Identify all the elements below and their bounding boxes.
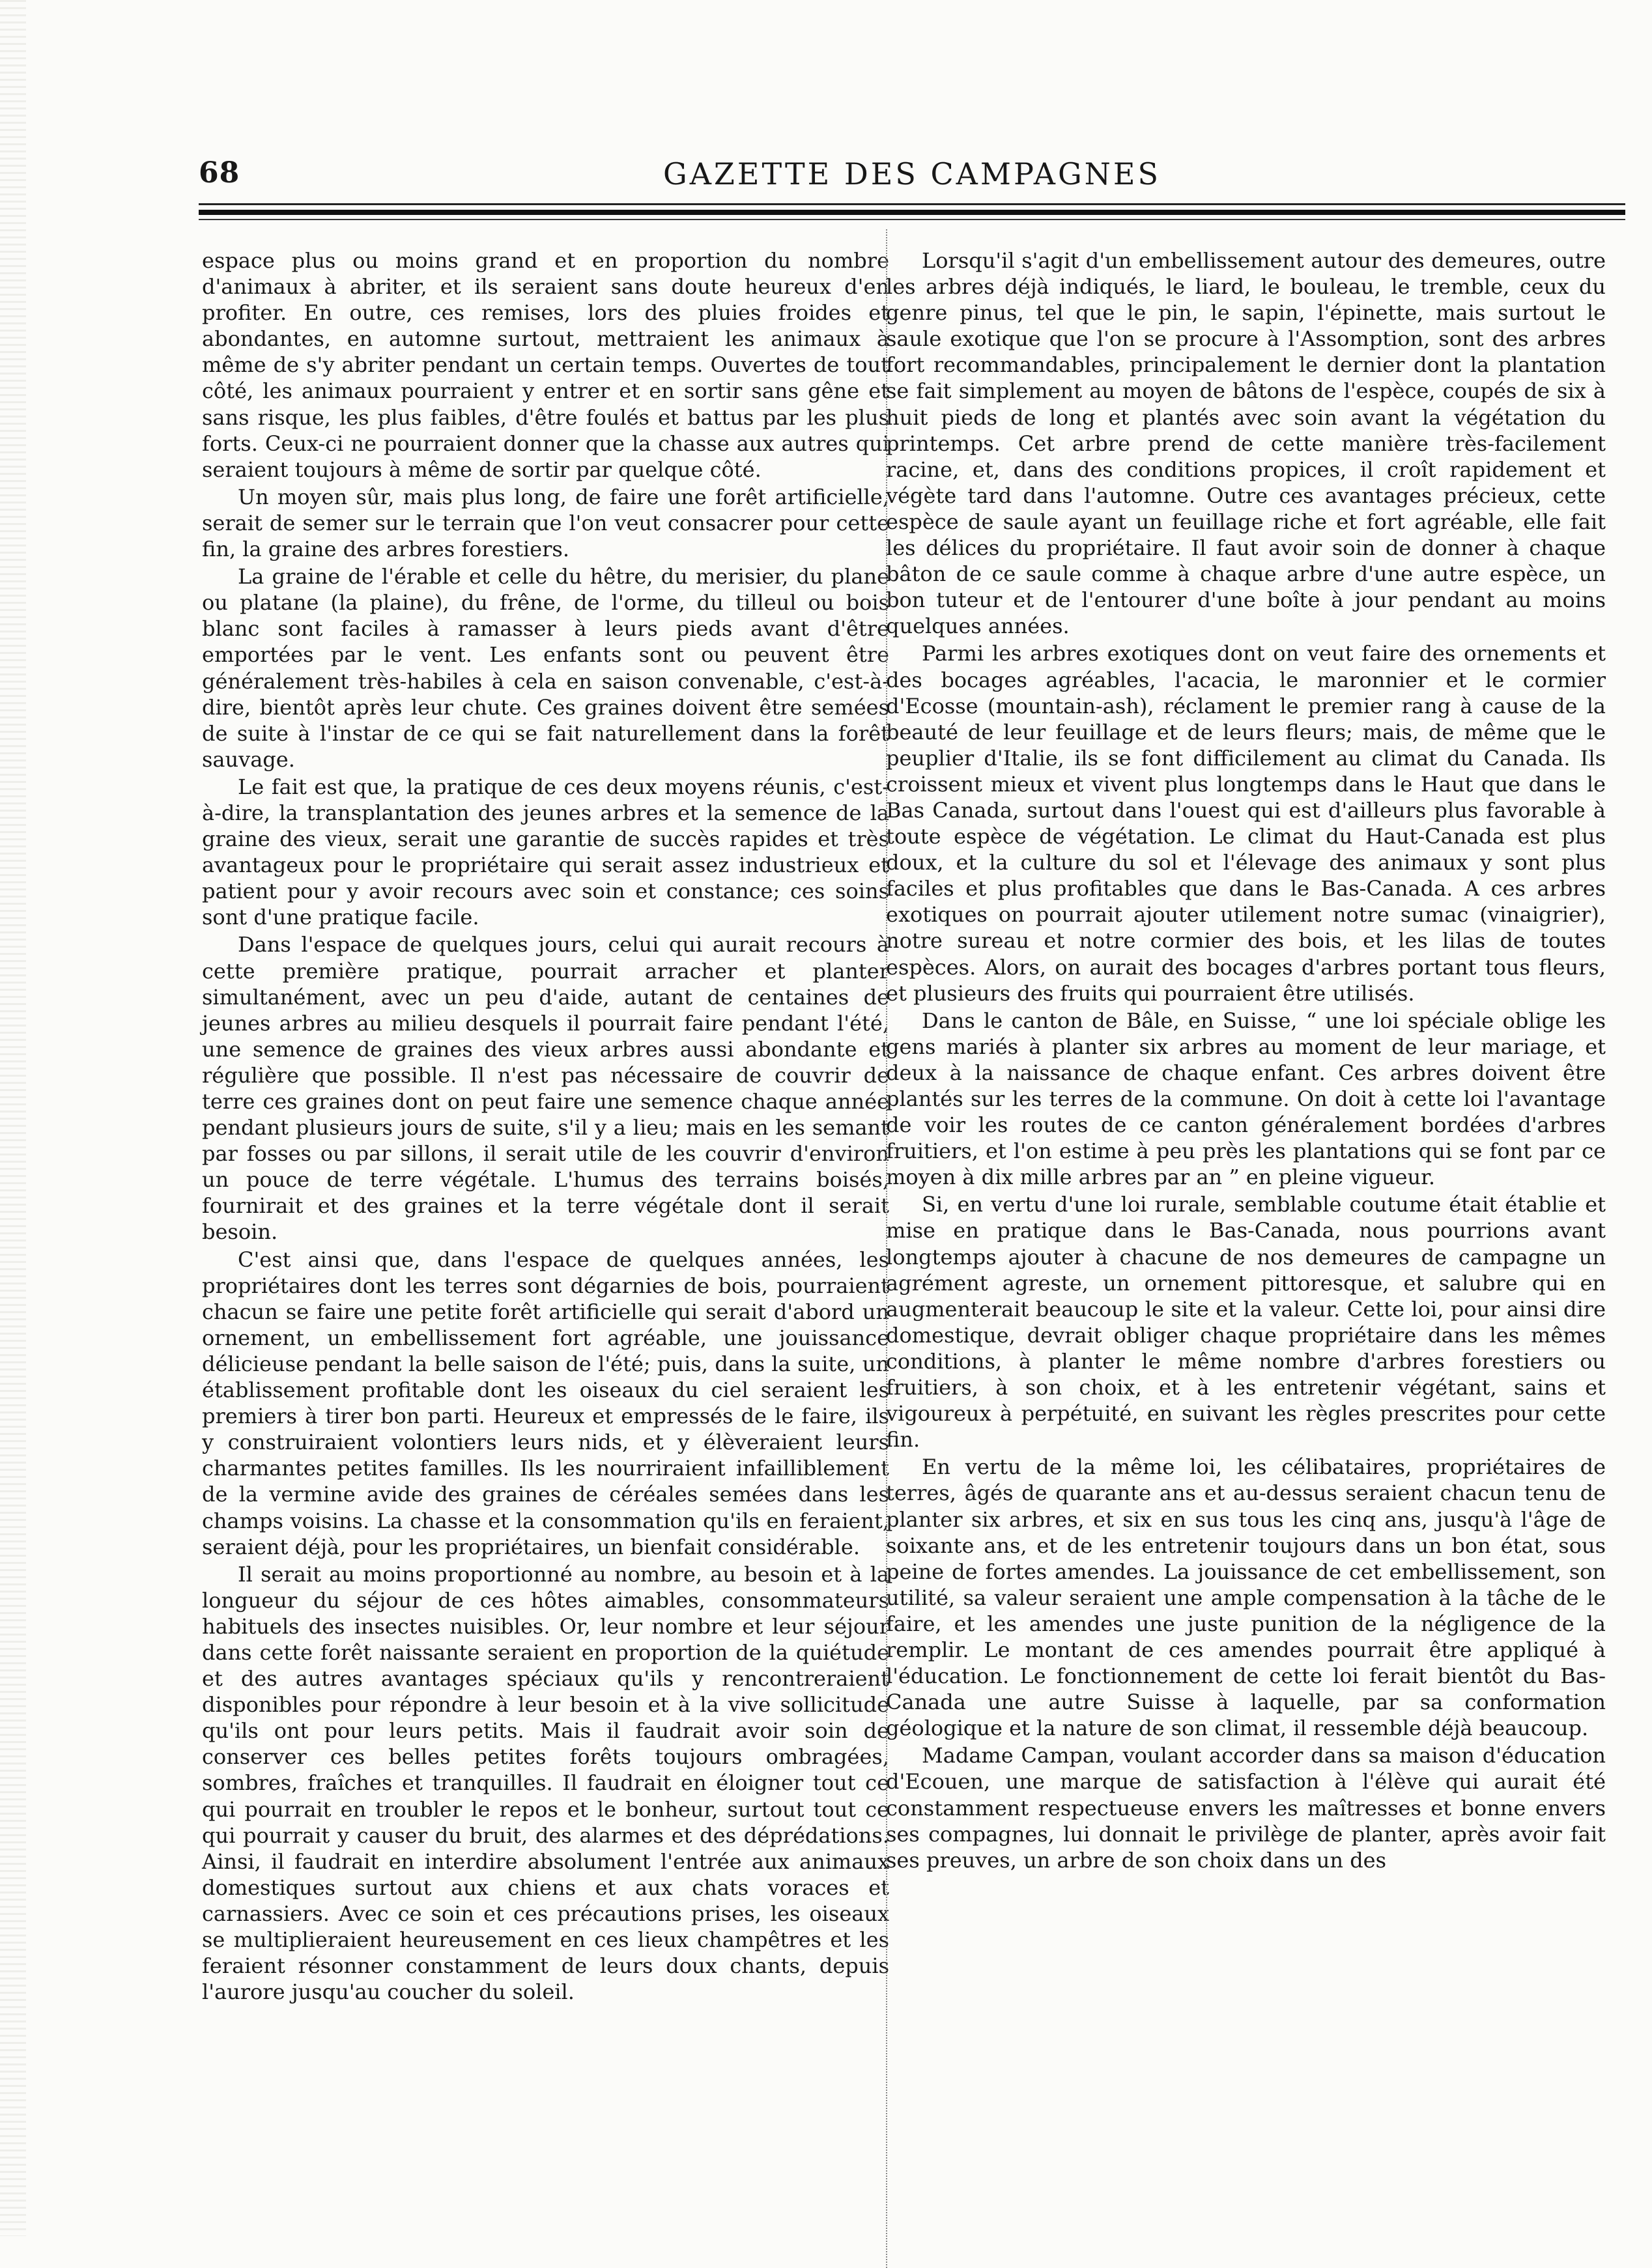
scan-edge-noise — [0, 0, 26, 2236]
paragraph: Lorsqu'il s'agit d'un embellissement autour des demeures, outre les arbres déjà indiqués, le liard, le bouleau, le tremble, ceux du genre pinus, tel que le pin, le sapin, l'épinette, mais surtout le saule exotique que l'on se procure à l'Assomption, sont des arbres fort recommandables, principalement le dernier dont la plantation se fait simplement au moyen de bâtons de l'espèce, coupés de six à huit pieds de long et plantés avec soin avant la végétation du printemps. Cet arbre prend de cette manière très-facilement racine, et, dans des conditions propices, il croît rapidement et végète tard dans l'automne. Outre ces avantages précieux, cette espèce de saule ayant un feuillage riche et fort agréable, elle fait les délices du propriétaire. Il faut avoir soin de donner à chaque bâton de ce saule comme à chaque arbre d'une autre espèce, un bon tuteur et de l'entourer d'une boîte à jour pendant au moins quelques années. — [886, 248, 1606, 639]
paragraph: Dans l'espace de quelques jours, celui qui aurait recours à cette première pratique, pourrait arracher et planter simultanément, avec un peu d'aide, autant de centaines de jeunes arbres au milieu desquels il pourrait faire pendant l'été, une semence de graines des vieux arbres aussi abondante et régulière que possible. Il n'est pas nécessaire de couvrir de terre ces graines dont on peut faire une semence chaque année pendant plusieurs jours de suite, s'il y a lieu; mais en les semant par fosses ou par sillons, il serait utile de les couvrir d'environ un pouce de terre végétale. L'humus des terrains boisés, fournirait et des graines et la terre végétale dont il serait besoin. — [202, 932, 889, 1245]
paragraph: Madame Campan, voulant accorder dans sa maison d'éducation d'Ecouen, une marque de satisfaction à l'élève qui aurait été constamment respectueuse envers les maîtresses et bonne envers ses compagnes, lui donnait le privilège de planter, après avoir fait ses preuves, un arbre de son choix dans un des — [886, 1743, 1606, 1873]
paragraph: Le fait est que, la pratique de ces deux moyens réunis, c'est-à-dire, la transplantation des jeunes arbres et la semence de la graine des vieux, serait une garantie de succès rapides et très avantageux pour le propriétaire qui serait assez industrieux et patient pour y avoir recours avec soin et constance; ces soins sont d'une pratique facile. — [202, 774, 889, 930]
header-rule-top — [199, 203, 1625, 205]
header-rule-bottom — [199, 219, 1625, 220]
paragraph: C'est ainsi que, dans l'espace de quelques années, les propriétaires dont les terres sont dégarnies de bois, pourraient chacun se faire une petite forêt artificielle qui serait d'abord un ornement, un embellissement fort agréable, une jouissance délicieuse pendant la belle saison de l'été; puis, dans la suite, un établissement profitable dont les oiseaux du ciel seraient les premiers à tirer bon parti. Heureux et empressés de le faire, ils y construiraient volontiers leurs nids, et y élèveraient leurs charmantes petites familles. Ils les nourriraient infailliblement de la vermine avide des graines de céréales semées dans les champs voisins. La chasse et la consommation qu'ils en feraient, seraient déjà, pour les propriétaires, un bienfait considérable. — [202, 1247, 889, 1559]
paragraph: Il serait au moins proportionné au nombre, au besoin et à la longueur du séjour de ces hôtes aimables, consommateurs habituels des insectes nuisibles. Or, leur nombre et leur séjour dans cette forêt naissante seraient en proportion de la quiétude et des autres avantages spéciaux qu'ils y rencontreraient disponibles pour répondre à leur besoin et à la vive sollicitude qu'ils ont pour leurs petits. Mais il faudrait avoir soin de conserver ces belles petites forêts toujours ombragées, sombres, fraîches et tranquilles. Il faudrait en éloigner tout ce qui pourrait en troubler le repos et le bonheur, surtout tout ce qui pourrait y causer du bruit, des alarmes et des déprédations. Ainsi, il faudrait en interdire absolument l'entrée aux animaux domestiques surtout aux chiens et aux chats voraces et carnassiers. Avec ce soin et ces précautions prises, les oiseaux se multiplieraient heureusement en ces lieux champêtres et les feraient résonner constamment de leurs doux chants, depuis l'aurore jusqu'au coucher du soleil. — [202, 1561, 889, 2005]
header-rule-thick — [199, 210, 1625, 215]
right-column — [886, 248, 1606, 1873]
page-number: 68 — [199, 156, 240, 190]
page-title: GAZETTE DES CAMPAGNES — [662, 156, 1161, 191]
paragraph: espace plus ou moins grand et en proportion du nombre d'animaux à abriter, et ils seraient sans doute heureux d'en profiter. En outre, ces remises, lors des pluies froides et abondantes, en automne surtout, mettraient les animaux à même de s'y abriter pendant un certain temps. Ouvertes de tout côté, les animaux pourraient y entrer et en sortir sans gêne et sans risque, les plus faibles, d'être foulés et battus par les plus forts. Ceux-ci ne pourraient donner que la chasse aux autres qui seraient toujours à même de sortir par quelque côté. — [202, 248, 889, 482]
paragraph: En vertu de la même loi, les célibataires, propriétaires de terres, âgés de quarante ans et au-dessus seraient chacun tenu de planter six arbres, et six en sus tous les cinq ans, jusqu'à l'âge de soixante ans, et de les entretenir toujours dans un bon état, sous peine de fortes amendes. La jouissance de cet embellissement, son utilité, sa valeur seraient une ample compensation à la tâche de le faire, et les amendes une juste punition de la négligence de la remplir. Le montant de ces amendes pourrait être appliqué à l'éducation. Le fonctionnement de cette loi ferait bientôt du Bas-Canada une autre Suisse à laquelle, par sa conformation géologique et la nature de son climat, il ressemble déjà beaucoup. — [886, 1454, 1606, 1741]
paragraph: Si, en vertu d'une loi rurale, semblable coutume était établie et mise en pratique dans le Bas-Canada, nous pourrions avant longtemps ajouter à chacune de nos demeures de campagne un agrément agreste, un ornement pittoresque, et salubre qui en augmenterait beaucoup le site et la valeur. Cette loi, pour ainsi dire domestique, devrait obliger chaque propriétaire dans les mêmes conditions, à planter le même nombre d'arbres forestiers ou fruitiers, à son choix, et à les entretenir végétant, sains et vigoureux à perpétuité, en suivant les règles prescrites pour cette fin. — [886, 1192, 1606, 1453]
paragraph: Parmi les arbres exotiques dont on veut faire des ornements et des bocages agréables, l'acacia, le maronnier et le cormier d'Ecosse (mountain-ash), réclament le premier rang à cause de la beauté de leur feuillage et de leurs fleurs; mais, de même que le peuplier d'Italie, ils se font difficilement au climat du Canada. Ils croissent mieux et vivent plus longtemps dans le Haut que dans le Bas Canada, surtout dans l'ouest qui est d'ailleurs plus favorable à toute espèce de végétation. Le climat du Haut-Canada est plus doux, et la culture du sol et l'élevage des animaux y sont plus faciles et plus profitables que dans le Bas-Canada. A ces arbres exotiques on pourrait ajouter utilement notre sumac (vinaigrier), notre sureau et notre cormier des bois, et les lilas de toutes espèces. Alors, on aurait des bocages d'arbres portant tous fleurs, et plusieurs des fruits qui pourraient être utilisés. — [886, 641, 1606, 1006]
paragraph: Dans le canton de Bâle, en Suisse, “ une loi spéciale oblige les gens mariés à planter six arbres au moment de leur mariage, et deux à la naissance de chaque enfant. Ces arbres doivent être plantés sur les terres de la commune. On doit à cette loi l'avantage de voir les routes de ce canton généralement bordées d'arbres fruitiers, et l'on estime à peu près les plantations qui se font par ce moyen à dix mille arbres par an ” en pleine vigueur. — [886, 1008, 1606, 1190]
paragraph: La graine de l'érable et celle du hêtre, du merisier, du plane ou platane (la plaine), du frêne, de l'orme, du tilleul ou bois blanc sont faciles à ramasser à leurs pieds avant d'être emportées par le vent. Les enfants sont ou peuvent être généralement très-habiles à cela en saison convenable, c'est-à-dire, bientôt après leur chute. Ces graines doivent être semées de suite à l'instar de ce qui se fait naturellement dans la forêt sauvage. — [202, 564, 889, 772]
paragraph: Un moyen sûr, mais plus long, de faire une forêt artificielle, serait de semer sur le terrain que l'on veut consacrer pour cette fin, la graine des arbres forestiers. — [202, 484, 889, 562]
page-header — [199, 156, 1625, 195]
left-column — [202, 248, 889, 2005]
